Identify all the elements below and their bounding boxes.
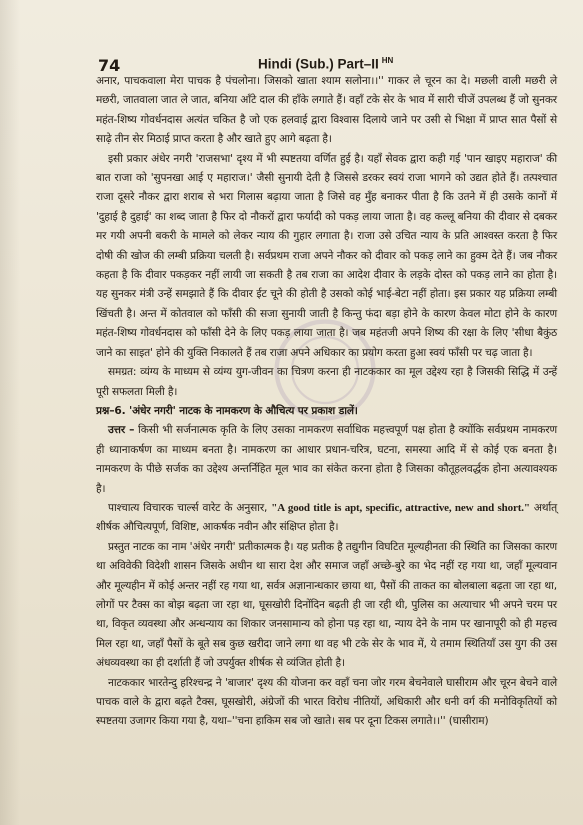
running-head: [258, 56, 393, 72]
question-6: [96, 402, 557, 421]
paragraph-title-symbolism: प्रस्तुत नाटक का नाम 'अंधेर नगरी' प्रतीकात्मक है। यह प्रतीक है तद्युगीन विघटित मूल्यहीनता की स्थिति का जिसका कारण था अविवेकी विदेशी शासन जिसके अधीन था सारा देश और समाज जहाँ अच्छे-बुरे का भेद नहीं रह गया था, जहाँ मूल्यवान और मूल्यहीन में कोई अन्तर नहीं रह गया था, सर्वत्र अज्ञानान्धकार छाया था, पैसों की ताकत का बोलबाला बढ़ता जा रहा था, लोगों पर टैक्स का बोझ बढ़ता जा रहा था, घूसखोरी दिनोंदिन बढ़ती ही जा रही थी, पुलिस का अत्याचार भी अपने चरम पर था, विकृत व्यवस्था और अन्धन्याय का शिकार जनसामान्य को होना पड़ रहा था, न्याय देने के नाम पर खानापूरी को ही महत्त्व मिल रहा था, जहाँ पैसों के बूते सब कुछ खरीदा जाने लगा था वह भी टके सेर के भाव में, ये तमाम स्थितियाँ उस युग की उस अंधव्यवस्था का ही दर्शाती हैं जो उपर्युक्त शीर्षक से व्यंजित होती है।: [96, 540, 557, 670]
page-number: 74: [98, 56, 121, 75]
answer-text: किसी भी सर्जनात्मक कृति के लिए उसका नामकरण सर्वाधिक महत्त्वपूर्ण पक्ष होता है क्योंकि सर्वप्रथम नामकरण ही ध्यानाकर्षण का माध्यम बनता है। नामकरण का आधार प्रधान-चरित्र, घटना, समस्या आदि में से कोई एक बनता है। नामकरण के पीछे सर्जक का उद्देश्य अन्तर्निहित मूल भाव का संकेत करना होता है जिसका कौतूहलवर्द्धक होना अत्यावश्यक है।: [96, 424, 557, 495]
question-number: प्रश्न–6.: [96, 404, 126, 417]
quote-translation: अर्थात् शीर्षक औचित्यपूर्ण, विशिष्ट, आकर्षक नवीन और संक्षिप्त होता है।: [96, 501, 558, 534]
quote-paragraph: [96, 499, 557, 538]
paragraph-3: समग्रत: व्यंग्य के माध्यम से व्यंग्य युग-जीवन का चित्रण करना ही नाटककार का मूल उद्देश्य रहा है जिसकी सिद्धि में उन्हें पूरी सफलता मिली है।: [96, 366, 557, 398]
answer-label: उत्तर –: [108, 424, 135, 437]
english-quote: "A good title is apt, specific, attractive, new and short.": [271, 501, 530, 514]
quote-intro: पाश्चात्य विचारक चार्ल्स वारेट के अनुसार,: [108, 501, 268, 514]
running-head-code: HN: [381, 56, 394, 65]
paragraph-1: अनार, पाचकवाला मेरा पाचक है पंचलोना। जिसको खाता श्याम सलोना।।'' गाकर ले चूरन का दे। मछली वाली मछरी ले मछरी, जातवाला जात ले जात, बनिया आँटे दाल की हाँके लगाते हैं। वहाँ टके सेर के भाव में सारी चीजें उपलब्ध हैं जो सुनकर महंत-शिष्य गोवर्धनदास अत्यंत चकित है जो एक हलवाई द्वारा विश्वास दिलाये जाने पर उसी से भिक्षा में प्राप्त सात पैसों से साढ़े तीन सेर मिठाई प्राप्त करता है और खाते हुए आगे बढ़ता है।: [96, 75, 557, 146]
running-head-title: Hindi (Sub.) Part–II: [258, 56, 379, 72]
answer-paragraph: [96, 421, 557, 499]
page-content: [96, 72, 557, 732]
paragraph-2: इसी प्रकार अंधेर नगरी 'राजसभा' दृश्य में भी स्पष्टतया वर्णित हुई है। यहाँ सेवक द्वारा कही गई 'पान खाइए महाराज' की बात राजा को 'सुपनखा आई ए महाराज।' जैसी सुनायी देती है जिससे डरकर स्वयं राजा भागने को उद्यत होते हैं। तत्पश्चात राजा दूसरे नौकर द्वारा शराब से भरा गिलास बढ़ाया जाता है जिसे वह मुँह बनाकर पीता है कि उतने में ही उसके कानों में 'दुहाई है दुहाई' का शब्द जाता है फिर दो नौकरों द्वारा फर्यादी को पकड़ लाया जाता है। वह कल्लू बनिया की दीवार से दबकर मर गयी अपनी बकरी के मामले को लेकर न्याय की गुहार लगाता है। राजा उसे उचित न्याय के प्रति आश्वस्त करता है फिर दोषी की खोज की लम्बी प्रक्रिया चलती है। सर्वप्रथम राजा अपने नौकर को दीवार को पकड़ लाने का हुक्म देते हैं। जब नौकर कहता है कि दीवार पकड़कर नहीं लायी जा सकती है तब राजा का आदेश दीवार के लड़के दोस्त को पकड़ लाने का होता है। यह सुनकर मंत्री उन्हें समझाते हैं कि दीवार ईट चूने की होती है उसको कोई भाई-बेटा नहीं होता। इस प्रकार यह प्रक्रिया लम्बी खिंचती है। अन्त में कोतवाल को फाँसी की सजा सुनायी जाती है किन्तु फंदा बड़ा होने के कारण केवल मोटा होने के कारण महंत-शिष्य गोवर्धनदास को फाँसी देने के लिए पकड़ लाया जाता है। जब महंतजी अपने शिष्य की रक्षा के लिए 'सीधा बैकुंठ जाने का साइत' होने की युक्ति निकालते हैं तब राजा अपने अधिकार का प्रयोग करता हुआ स्वयं फाँसी पर चढ़ जाता है।: [96, 152, 557, 359]
page-gutter-shadow: [0, 0, 20, 825]
question-text: 'अंधेर नगरी' नाटक के नामकरण के औचित्य पर प्रकाश डालें।: [129, 404, 358, 417]
paragraph-bazaar-scene: नाटककार भारतेन्दु हरिश्चन्द्र ने 'बाजार' दृश्य की योजना कर वहाँ चना जोर गरम बेचनेवाले घासीराम और चूरन बेचने वाले पाचक वाले के द्वारा बढ़ते टैक्स, घूसखोरी, अंग्रेजों की भारत विरोध नीतियों, अधिकारी और धनी वर्ग की मनोविकृतियों को स्पष्टतया उजागर किया गया है, यथा–''चना हाकिम सब जो खाते। सब पर दूना टिकस लगाते।।'' (घासीराम): [96, 676, 557, 728]
